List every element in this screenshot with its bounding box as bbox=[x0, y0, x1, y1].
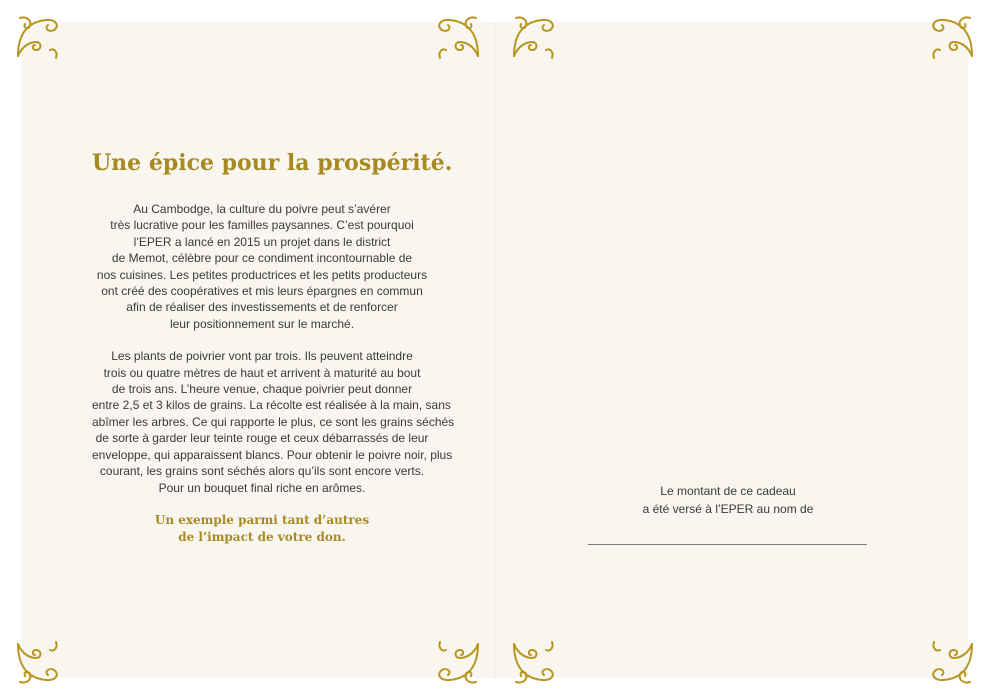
left-page bbox=[92, 150, 455, 546]
story-paragraph-2 bbox=[92, 348, 455, 496]
gift-text-line: Le montant de ce cadeau bbox=[660, 484, 796, 498]
text-line: Les plants de poivrier vont par trois. Ils peuvent atteindre bbox=[111, 349, 413, 364]
text-line: ont créé des coopératives et mis leurs épargnes en commun bbox=[101, 284, 423, 299]
text-line: de sorte à garder leur teinte rouge et ceux débarrassés de leur bbox=[95, 431, 429, 446]
text-line: entre 2,5 et 3 kilos de grains. La récolte est réalisée à la main, sans bbox=[92, 398, 451, 413]
text-line: enveloppe, qui apparaissent blancs. Pour obtenir le poivre noir, plus bbox=[92, 447, 453, 462]
text-line: Pour un bouquet final riche en arômes. bbox=[158, 480, 366, 495]
recipient-name-line bbox=[588, 544, 867, 545]
flourish-ornament-icon bbox=[508, 636, 560, 688]
flourish-ornament-icon bbox=[926, 636, 978, 688]
right-page bbox=[588, 482, 868, 518]
closing-statement bbox=[92, 512, 432, 546]
flourish-ornament-icon bbox=[12, 12, 64, 64]
page-title: Une épice pour la prospérité. bbox=[92, 150, 453, 176]
text-line: leur positionnement sur le marché. bbox=[169, 316, 355, 331]
flourish-ornament-icon bbox=[508, 12, 560, 64]
text-line: trois ou quatre mètres de haut et arrivent à maturité au bout bbox=[103, 365, 421, 380]
text-line: l’EPER a lancé en 2015 un projet dans le district bbox=[133, 234, 391, 249]
gift-text-line: a été versé à l’EPER au nom de bbox=[642, 502, 814, 516]
text-line: nos cuisines. Les petites productrices et les petits producteurs bbox=[96, 267, 428, 282]
text-line: afin de réaliser des investissements et de renforcer bbox=[126, 300, 398, 315]
text-line: de Memot, célèbre pour ce condiment incontournable de bbox=[111, 251, 413, 266]
center-fold bbox=[495, 22, 496, 678]
flourish-ornament-icon bbox=[432, 12, 484, 64]
flourish-ornament-icon bbox=[926, 12, 978, 64]
text-line: très lucrative pour les familles paysannes. C’est pourquoi bbox=[110, 218, 414, 233]
text-line: Au Cambodge, la culture du poivre peut s’avérer bbox=[133, 202, 391, 216]
text-line: de trois ans. L’heure venue, chaque poivrier peut donner bbox=[111, 382, 413, 397]
story-paragraph-1 bbox=[92, 201, 432, 332]
flourish-ornament-icon bbox=[12, 636, 64, 688]
text-line: abîmer les arbres. Ce qui rapporte le plus, ce sont les grains séchés bbox=[92, 414, 455, 429]
closing-line: de l’impact de votre don. bbox=[178, 529, 346, 544]
text-line: courant, les grains sont séchés alors qu’ils sont encore verts. bbox=[99, 464, 425, 479]
flourish-ornament-icon bbox=[432, 636, 484, 688]
gift-dedication-text bbox=[588, 482, 868, 518]
closing-line: Un exemple parmi tant d’autres bbox=[154, 512, 370, 527]
